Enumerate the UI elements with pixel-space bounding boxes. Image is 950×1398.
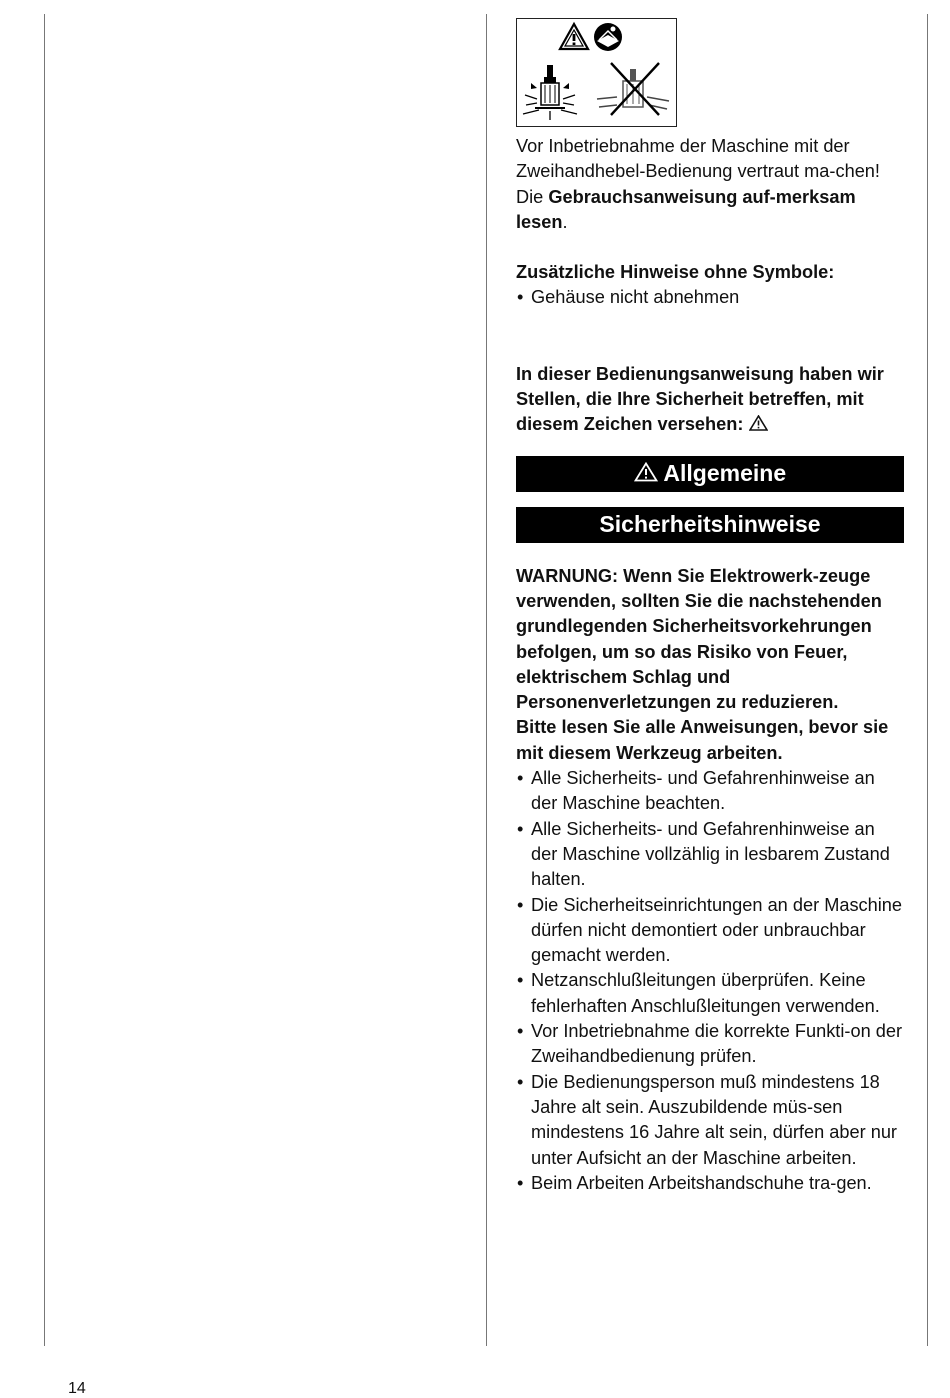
pictogram-svg [517, 19, 676, 126]
log-splitter-correct-icon [523, 65, 577, 120]
right-column [516, 18, 904, 1196]
section-title-line2: Sicherheitshinweise [599, 510, 821, 537]
section-title-bar-2 [516, 507, 904, 543]
list-item: • Beim Arbeiten Arbeitshandschuhe tra-gen. [516, 1171, 904, 1196]
section-title-bar-1 [516, 456, 904, 492]
right-margin-line [927, 14, 928, 1346]
list-item: • Alle Sicherheits- und Gefahrenhinweise an der Maschine beachten. [516, 766, 904, 817]
list-item: • Die Bedienungsperson muß mindestens 18 Jahre alt sein. Auszubildende müs-sen mindestens 16 Jahre alt sein, dürfen aber nur unter Aufsicht an der Maschine arbeiten. [516, 1070, 904, 1171]
warning-triangle-icon [560, 24, 588, 49]
page-number: 14 [68, 1380, 86, 1397]
additional-heading: Zusätzliche Hinweise ohne Symbole: [516, 262, 835, 283]
section-title-line1: Allgemeine [663, 459, 787, 486]
safety-pictogram [516, 18, 677, 127]
warning-triangle-icon [634, 462, 658, 482]
notice-paragraph [516, 362, 904, 438]
list-item: • Alle Sicherheits- und Gefahrenhinweise an der Maschine vollzählig in lesbarem Zustand halten. [516, 817, 904, 893]
additional-list [516, 285, 904, 310]
read-manual-icon [594, 23, 622, 51]
left-margin-line [44, 14, 45, 1346]
intro-text: Vor Inbetriebnahme der Maschine mit der Zweihandhebel-Bedienung vertraut ma-chen! Die [516, 136, 880, 207]
intro-bold-text: Gebrauchsanweisung auf-merksam lesen [516, 186, 856, 232]
read-instruction: Bitte lesen Sie alle Anweisungen, bevor sie mit diesem Werkzeug arbeiten. [516, 717, 889, 763]
warning-triangle-icon [749, 415, 768, 431]
warning-text: WARNUNG: Wenn Sie Elektrowerk-zeuge verwenden, sollten Sie die nachstehenden grundlegenden Sicherheitsvorkehrungen befolgen, um so das Risiko von Feuer, elektrischem Schlag und Personenverletzungen zu reduzieren. [516, 565, 882, 713]
list-item: • Vor Inbetriebnahme die korrekte Funkti-on der Zweihandbedienung prüfen. [516, 1019, 904, 1070]
list-item: • Die Sicherheitseinrichtungen an der Maschine dürfen nicht demontiert oder unbrauchbar gemacht werden. [516, 893, 904, 969]
log-splitter-prohibited-icon [597, 63, 669, 115]
column-divider-line [486, 14, 487, 1346]
intro-paragraph [516, 134, 904, 235]
list-item: • Gehäuse nicht abnehmen [516, 285, 904, 310]
intro-text-end: . [562, 211, 568, 232]
safety-list [516, 766, 904, 1196]
notice-text: In dieser Bedienungsanweisung haben wir Stellen, die Ihre Sicherheit betreffen, mit diesem Zeichen versehen: [516, 363, 884, 435]
list-item: • Netzanschlußleitungen überprüfen. Keine fehlerhaften Anschlußleitungen verwenden. [516, 968, 904, 1019]
